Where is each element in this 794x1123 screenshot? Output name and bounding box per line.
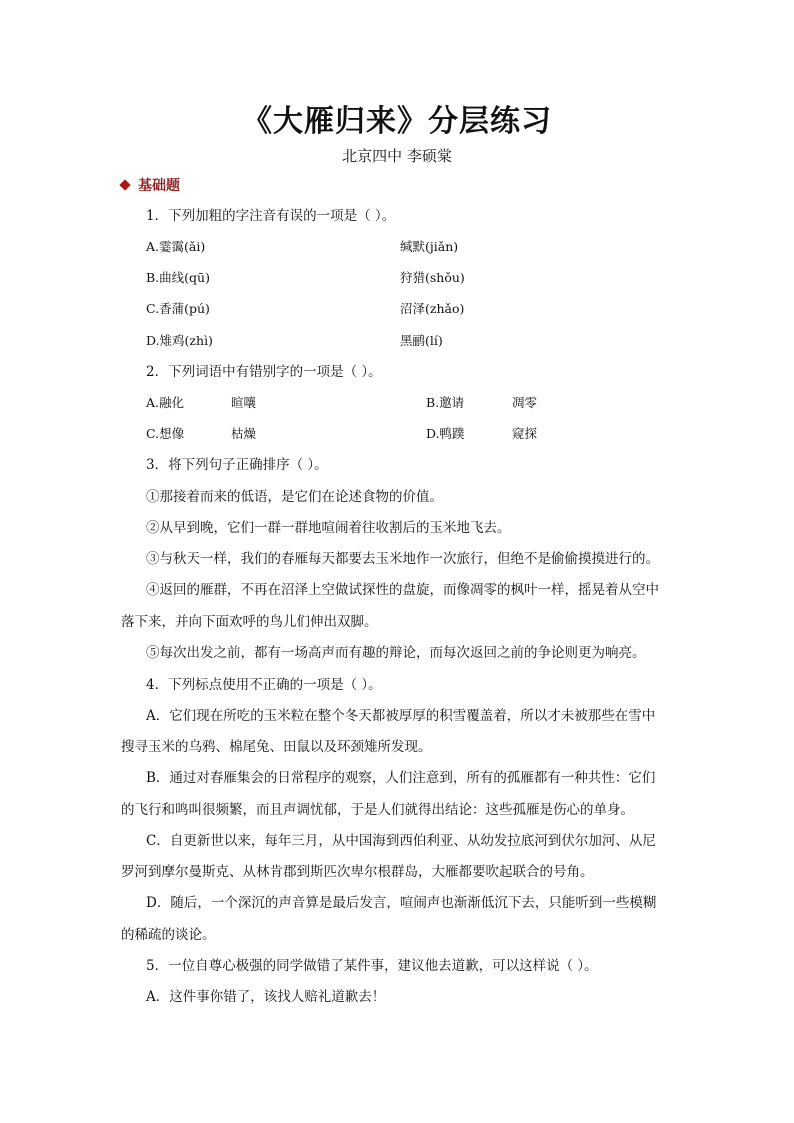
q1-option-d-right: 黑鹂(lí)	[400, 333, 443, 348]
section-heading	[121, 175, 180, 195]
q1-option-c-left: C.香蒲(pú)	[146, 301, 210, 316]
q2-option-c-word2: 枯燥	[231, 426, 257, 441]
q1-option-a-left: A.霎霭(ǎi)	[146, 239, 206, 254]
q1-stem: 1．下列加粗的字注音有误的一项是（ ）。	[146, 208, 396, 224]
q3-sentence-3: ③与秋天一样，我们的春雁每天都要去玉米地作一次旅行，但绝不是偷偷摸摸进行的。	[146, 551, 659, 567]
q4-option-d-line1: D．随后，一个深沉的声音算是最后发言，喧闹声也渐渐低沉下去，只能听到一些模糊	[146, 895, 657, 911]
q5-stem: 5．一位自尊心极强的同学做错了某件事，建议他去道歉，可以这样说（ ）。	[146, 958, 598, 974]
q1-option-c-right: 沼泽(zhǎo)	[400, 301, 465, 316]
q1-option-d-left: D.雉鸡(zhì)	[146, 333, 213, 348]
q1-option-a-right: 缄默(jiǎn)	[400, 239, 459, 254]
q1-option-b-left: B.曲线(qū)	[146, 270, 210, 285]
author-line: 北京四中 李硕棠	[342, 147, 452, 165]
q4-option-d-line2: 的稀疏的谈论。	[121, 927, 216, 943]
q2-option-a-word2: 暄嚷	[231, 395, 257, 410]
q2-option-b-word1: B.邀请	[426, 395, 465, 410]
q3-sentence-4-line1: ④返回的雁群，不再在沼泽上空做试探性的盘旋，而像凋零的枫叶一样，摇晃着从空中	[146, 582, 659, 598]
q5-option-a: A．这件事你错了，该找人赔礼道歉去！	[146, 989, 386, 1005]
q2-option-b-word2: 凋零	[512, 395, 538, 410]
q3-sentence-1: ①那接着而来的低语，是它们在论述食物的价值。	[146, 489, 443, 505]
q2-option-c-word1: C.想像	[146, 426, 185, 441]
q2-option-a-word1: A.融化	[146, 395, 185, 410]
q3-sentence-4-line2: 落下来，并向下面欢呼的鸟儿们伸出双脚。	[121, 614, 378, 630]
page-title: 《大雁归来》分层练习	[242, 104, 552, 139]
diamond-bullet-icon	[119, 179, 130, 190]
q2-option-d-word2: 窥探	[512, 426, 538, 441]
q4-option-c-line1: C．自更新世以来，每年三月，从中国海到西伯利亚、从幼发拉底河到伏尔加河、从尼	[146, 833, 656, 849]
q3-sentence-2: ②从早到晚，它们一群一群地喧闹着往收割后的玉米地飞去。	[146, 520, 511, 536]
q3-stem: 3．将下列句子正确排序（ ）。	[146, 457, 328, 473]
q2-option-d-word1: D.鸭蹼	[426, 426, 465, 441]
q4-option-b-line1: B．通过对春雁集会的日常程序的观察，人们注意到，所有的孤雁都有一种共性：它们	[146, 770, 656, 786]
q4-option-a-line1: A．它们现在所吃的玉米粒在整个冬天都被厚厚的积雪覆盖着，所以才未被那些在雪中	[146, 708, 656, 724]
section-heading-label: 基础题	[138, 178, 180, 194]
q4-option-b-line2: 的飞行和鸣叫很频繁，而且声调忧郁，于是人们就得出结论：这些孤雁是伤心的单身。	[121, 802, 634, 818]
q2-stem: 2．下列词语中有错别字的一项是（ ）。	[146, 364, 382, 380]
q1-option-b-right: 狩猎(shǒu)	[400, 270, 465, 285]
q4-stem: 4．下列标点使用不正确的一项是（ ）。	[146, 677, 382, 693]
q4-option-a-line2: 搜寻玉米的乌鸦、棉尾兔、田鼠以及环颈雉所发现。	[121, 739, 432, 755]
q4-option-c-line2: 罗河到摩尔曼斯克、从林肯郡到斯匹次卑尔根群岛，大雁都要吹起联合的号角。	[121, 864, 594, 880]
q3-sentence-5: ⑤每次出发之前，都有一场高声而有趣的辩论，而每次返回之前的争论则更为响亮。	[146, 645, 646, 661]
